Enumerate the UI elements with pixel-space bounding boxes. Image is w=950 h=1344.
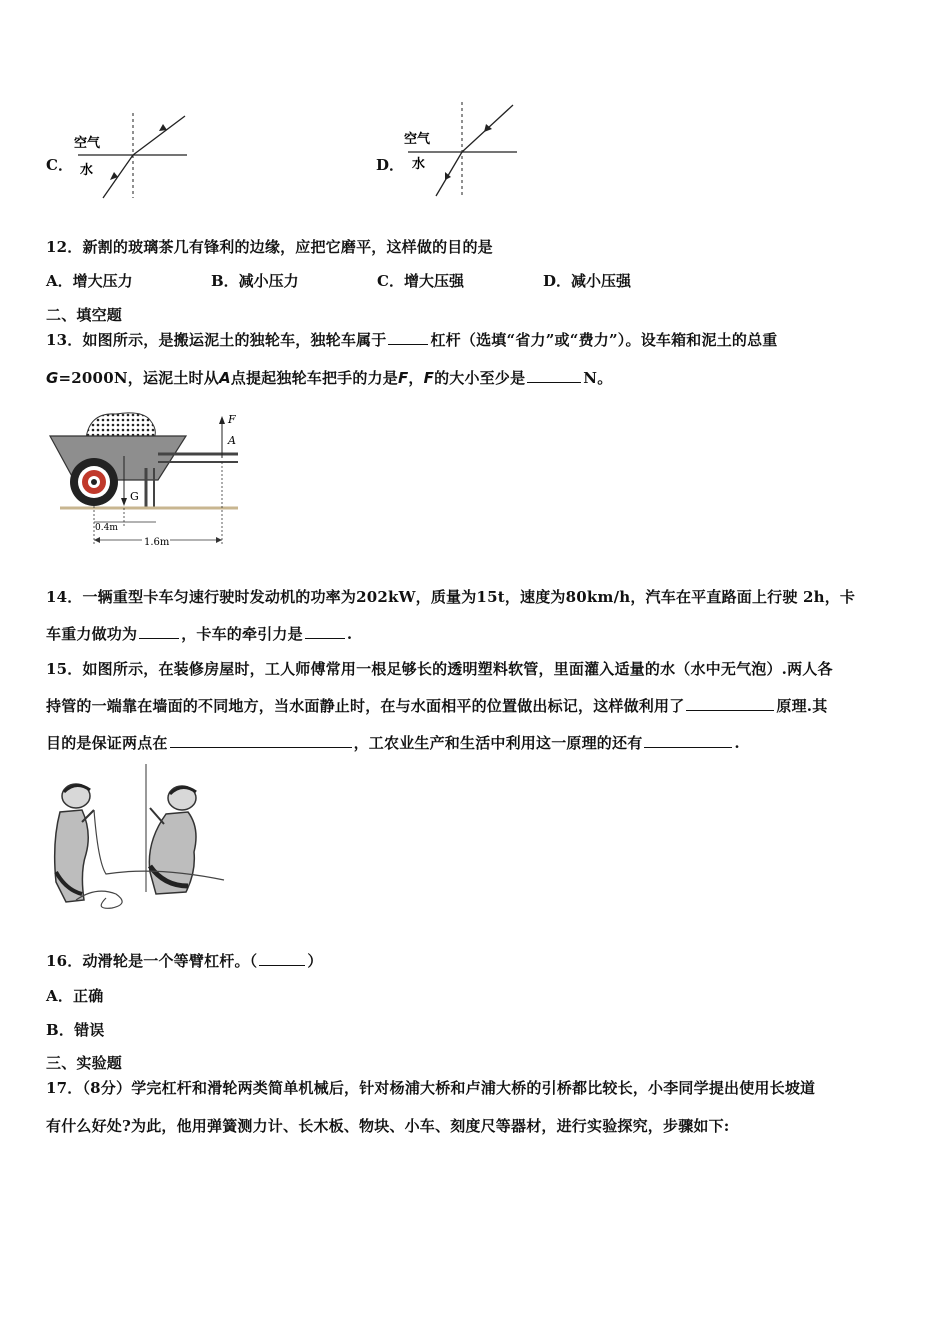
answer-blank[interactable] xyxy=(259,951,305,966)
arrow-icon xyxy=(159,124,167,131)
q15-line-3 xyxy=(46,732,740,753)
answer-blank[interactable] xyxy=(170,733,352,748)
q12-option-d: D．减小压强 xyxy=(543,272,632,290)
wheelbarrow-figure xyxy=(46,408,246,550)
worker-arm xyxy=(150,808,164,824)
q13-text: 杠杆（选填“省力”或“费力”）。设车箱和泥土的总重 xyxy=(430,331,778,349)
q15-line-2 xyxy=(46,695,827,716)
q14-text: ，卡车的牵引力是 xyxy=(181,625,303,643)
q13-line-2 xyxy=(46,367,612,388)
answer-blank[interactable] xyxy=(686,696,774,711)
refraction-diagram-c xyxy=(70,108,200,200)
answer-blank[interactable] xyxy=(388,330,428,345)
q15-line-1: 15．如图所示，在装修房屋时，工人师傅常用一根足够长的透明塑料软管，里面灌入适量的水（水中无气泡）.两人各 xyxy=(46,660,833,678)
q17-line-1: 17．（8分）学完杠杆和滑轮两类简单机械后，针对杨浦大桥和卢浦大桥的引桥都比较长，小李同学提出使用长坡道 xyxy=(46,1079,816,1097)
answer-blank[interactable] xyxy=(305,624,345,639)
q14-text: . xyxy=(346,625,353,643)
symbol-f: F xyxy=(397,369,409,387)
incident-ray xyxy=(103,155,133,198)
q14-line-1: 14．一辆重型卡车匀速行驶时发动机的功率为202kW，质量为15t，速度为80km/h，汽车在平直路面上行驶 2h，卡 xyxy=(46,588,856,606)
refraction-diagram-d xyxy=(400,100,525,200)
workers-level-hose-figure xyxy=(46,762,230,912)
q16-text: 16．动滑轮是一个等臂杠杆。（ xyxy=(46,952,258,970)
q13-text: N。 xyxy=(583,369,613,387)
weight-label: G xyxy=(130,490,139,503)
q13-text: =2000N，运泥土时从 xyxy=(58,369,219,387)
answer-blank[interactable] xyxy=(139,624,179,639)
barrow-bin xyxy=(50,436,186,480)
air-label: 空气 xyxy=(404,132,431,147)
q16-option-b: B．错误 xyxy=(46,1021,105,1039)
q14-text: 车重力做功为 xyxy=(46,625,138,643)
q15-text: 原理.其 xyxy=(776,697,828,715)
q14-line-2 xyxy=(46,623,352,644)
dimension-label: 0.4m xyxy=(95,523,118,533)
arrow-icon xyxy=(216,537,222,543)
wheel-axle xyxy=(91,479,97,485)
q12-stem: 12．新割的玻璃茶几有锋利的边缘，应把它磨平，这样做的目的是 xyxy=(46,238,493,256)
q11-option-d-label: D． xyxy=(376,156,405,174)
q11-option-c-label: C． xyxy=(46,156,73,174)
q12-option-c: C．增大压强 xyxy=(377,272,464,290)
q13-text: 的大小至少是 xyxy=(434,369,526,387)
section-fill-in-heading: 二、填空题 xyxy=(46,306,123,324)
arrow-icon xyxy=(219,416,225,424)
q16-text: ） xyxy=(307,952,323,970)
q13-text: ， xyxy=(408,369,424,387)
symbol-g: G xyxy=(46,369,59,387)
water-label: 水 xyxy=(80,163,94,178)
arrow-icon xyxy=(94,537,100,543)
force-label: F xyxy=(228,413,236,426)
symbol-f: F xyxy=(423,369,435,387)
q12-option-b: B．减小压力 xyxy=(211,272,299,290)
point-a-label: A xyxy=(228,434,236,447)
q13-text: 13．如图所示，是搬运泥土的独轮车，独轮车属于 xyxy=(46,331,387,349)
q16-option-a: A．正确 xyxy=(46,987,104,1005)
q13-text: 点提起独轮车把手的力是 xyxy=(230,369,398,387)
answer-blank[interactable] xyxy=(527,368,581,383)
answer-blank[interactable] xyxy=(644,733,732,748)
section-experiment-heading: 三、实验题 xyxy=(46,1054,123,1072)
q16-stem xyxy=(46,950,323,971)
arrow-icon xyxy=(121,498,127,506)
soil-pile xyxy=(86,413,155,438)
q15-text: ，工农业生产和生活中利用这一原理的还有 xyxy=(353,734,643,752)
refracted-ray xyxy=(436,152,462,196)
refracted-ray xyxy=(133,116,185,155)
water-label: 水 xyxy=(412,157,426,172)
q15-text: 持管的一端靠在墙面的不同地方，当水面静止时，在与水面相平的位置做出标记，这样做利用了 xyxy=(46,697,685,715)
symbol-a: A xyxy=(218,369,231,387)
q12-option-a: A．增大压力 xyxy=(46,272,133,290)
q17-line-2: 有什么好处?为此，他用弹簧测力计、长木板、物块、小车、刻度尺等器材，进行实验探究，步骤如下: xyxy=(46,1117,730,1135)
q15-text: . xyxy=(734,734,740,752)
q13-line-1 xyxy=(46,329,778,350)
q15-text: 目的是保证两点在 xyxy=(46,734,168,752)
air-label: 空气 xyxy=(74,136,101,151)
dimension-label: 1.6m xyxy=(144,537,170,548)
